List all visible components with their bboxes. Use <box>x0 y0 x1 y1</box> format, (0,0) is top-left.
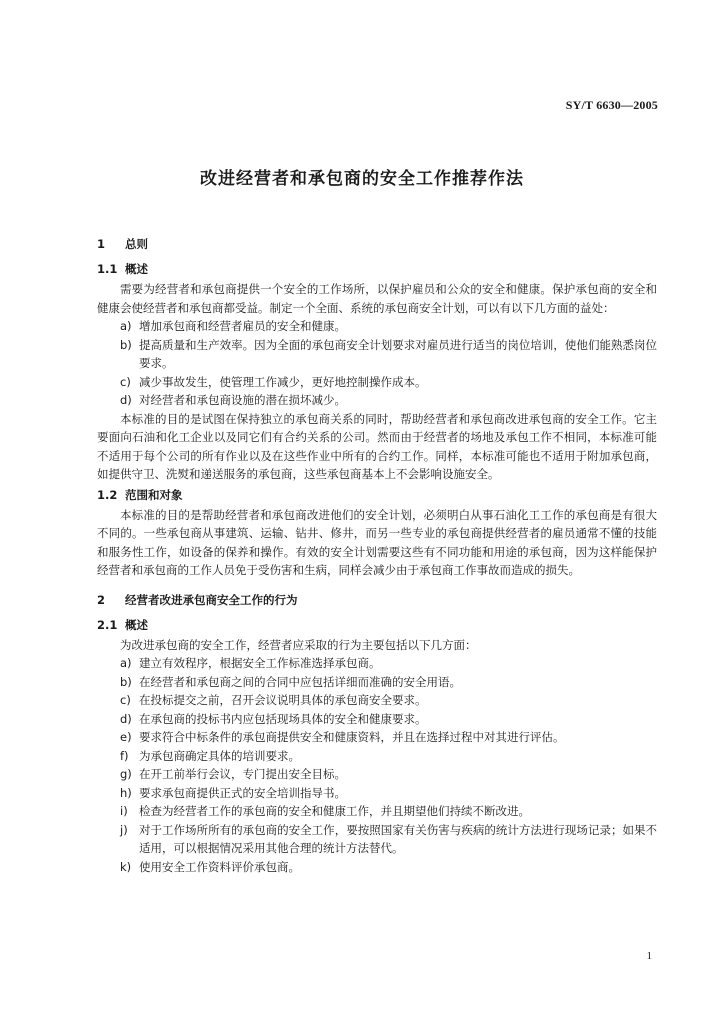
list-marker: i) <box>120 804 128 818</box>
section-number: 2 <box>97 592 106 607</box>
list-item-text: 对于工作场所所有的承包商的安全工作，要按照国家有关伤害与疾病的统计方法进行现场记录；如果不适用，可以根据情况采用其他合理的统计方法替代。 <box>139 822 657 855</box>
list-item-text: 减少事故发生，使管理工作减少，更好地控制操作成本。 <box>139 374 427 389</box>
section-title: 概述 <box>125 617 149 632</box>
section-1-2-heading <box>97 484 657 506</box>
list-item <box>97 728 657 747</box>
list-item <box>97 747 657 766</box>
list-marker: c) <box>120 693 131 707</box>
list-item-text: 在投标提交之前，召开会议说明具体的承包商安全要求。 <box>139 693 427 707</box>
list-marker: a) <box>120 656 132 670</box>
list-item-text: 要求符合中标条件的承包商提供安全和健康资料，并且在选择过程中对其进行评估。 <box>139 730 565 744</box>
list-marker: h) <box>120 785 132 800</box>
document-title: 改进经营者和承包商的安全工作推荐作法 <box>200 169 524 189</box>
list-item-text: 对经营者和承包商设施的潜在损坏减少。 <box>139 393 346 407</box>
section-number: 1 <box>97 237 106 251</box>
list-item <box>97 336 657 373</box>
list-item <box>97 821 657 858</box>
list-item-text: 提高质量和生产效率。因为全面的承包商安全计划要求对雇员进行适当的岗位培训，使他们能熟悉岗位要求。 <box>139 337 657 370</box>
section-number: 1.2 <box>97 487 118 502</box>
list-item <box>97 802 657 821</box>
section-1-heading <box>97 230 657 258</box>
section-2-1-heading <box>97 614 657 636</box>
list-item-text: 建立有效程序，根据安全工作标准选择承包商。 <box>139 656 381 670</box>
list-marker: e) <box>120 730 132 744</box>
paragraph: 需要为经营者和承包商提供一个安全的工作场所，以保护雇员和公众的安全和健康。保护承包商的安全和健康会使经营者和承包商都受益。制定一个全面、系统的承包商安全计划，可以有以下几方面的益处： <box>97 282 657 315</box>
list-marker: a) <box>120 319 132 333</box>
section-title: 总则 <box>125 237 149 251</box>
list-marker: b) <box>120 337 132 352</box>
list-item <box>97 391 657 410</box>
list-marker: d) <box>120 393 132 407</box>
document-body <box>97 230 657 876</box>
list-marker: b) <box>120 674 132 689</box>
section-2-heading <box>97 586 657 614</box>
section-number: 1.1 <box>97 262 118 276</box>
list-marker: g) <box>120 767 132 781</box>
list-item <box>97 765 657 784</box>
list-item <box>97 317 657 336</box>
list-item <box>97 691 657 710</box>
section-title: 概述 <box>125 262 149 276</box>
list-item-text: 在开工前举行会议，专门提出安全目标。 <box>139 767 346 781</box>
section-1-1-heading <box>97 258 657 280</box>
list-item <box>97 858 657 877</box>
list-item-text: 为承包商确定具体的培训要求。 <box>139 748 300 763</box>
list-item-text: 在经营者和承包商之间的合同中应包括详细而准确的安全用语。 <box>139 674 461 689</box>
list-item <box>97 784 657 803</box>
list-marker: c) <box>120 374 131 389</box>
paragraph: 本标准的目的是试图在保持独立的承包商关系的同时，帮助经营者和承包商改进承包商的安全工作。它主要面向石油和化工企业以及同它们有合约关系的公司。然而由于经营者的场地及承包工作不相同，本标准可能不适用于每个公司的所有作业以及在这些作业中所有的合约工作。同样，本标准可能也不适用于附加承包商，如提供守卫、洗熨和递送服务的承包商，这些承包商基本上不会影响设施安全。 <box>97 411 657 481</box>
section-title: 范围和对象 <box>125 487 183 502</box>
paragraph: 本标准的目的是帮助经营者和承包商改进他们的安全计划，必须明白从事石油化工工作的承包商是有很大不同的。一些承包商从事建筑、运输、钻井、修井，而另一些专业的承包商提供经营者的雇员通常不懂的技能和服务性工作，如设备的保养和操作。有效的安全计划需要这些有不同功能和用途的承包商，因为这样能保护经营者和承包商的工作人员免于受伤害和生病，同样会减少由于承包商工作事故而造成的损失。 <box>97 507 657 577</box>
paragraph: 为改进承包商的安全工作，经营者应采取的行为主要包括以下几方面： <box>120 637 477 652</box>
list-item-text: 检查为经营者工作的承包商的安全和健康工作，并且期望他们持续不断改进。 <box>139 804 530 818</box>
list-item-text: 增加承包商和经营者雇员的安全和健康。 <box>139 319 346 333</box>
section-number: 2.1 <box>97 617 118 632</box>
list-item <box>97 373 657 392</box>
list-item <box>97 673 657 692</box>
list-item <box>97 710 657 729</box>
list-marker: j) <box>120 822 128 837</box>
list-item-text: 使用安全工作资料评价承包商。 <box>139 859 300 874</box>
standard-code: SY/T 6630—2005 <box>565 98 658 112</box>
list-marker: f) <box>120 748 129 763</box>
list-marker: d) <box>120 711 132 726</box>
list-item <box>97 654 657 673</box>
page-number: 1 <box>646 950 652 962</box>
list-marker: k) <box>120 859 132 874</box>
list-item-text: 在承包商的投标书内应包括现场具体的安全和健康要求。 <box>139 711 427 726</box>
list-item-text: 要求承包商提供正式的安全培训指导书。 <box>139 785 346 800</box>
section-title: 经营者改进承包商安全工作的行为 <box>125 592 298 607</box>
